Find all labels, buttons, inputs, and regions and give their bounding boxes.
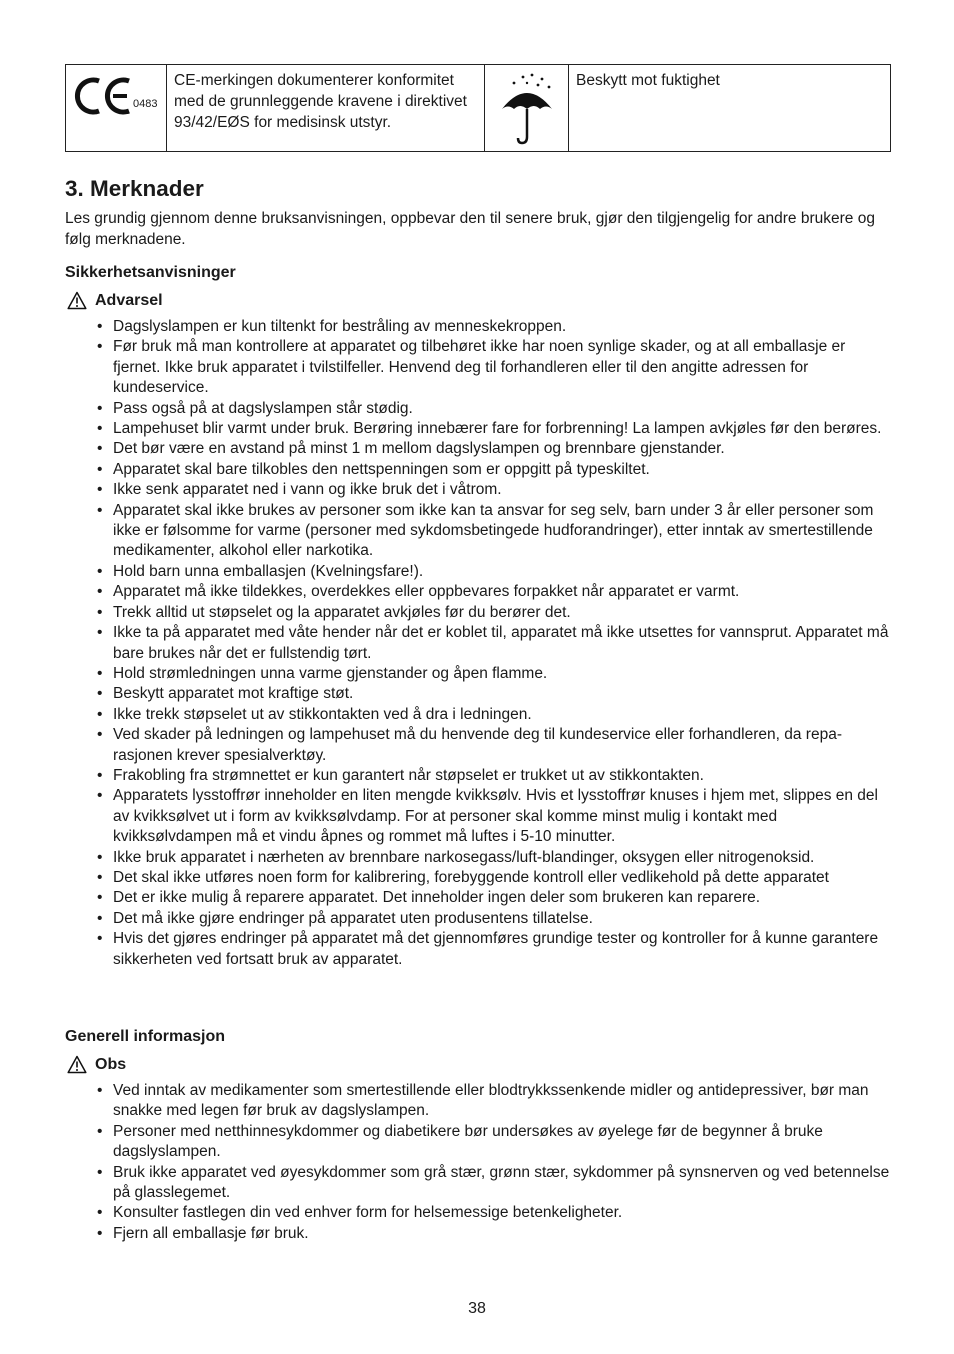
- list-item: • Fjern all emballasje før bruk.: [97, 1224, 892, 1244]
- list-item: • Det må ikke gjøre endringer på apparatet uten produsentens tillatelse.: [97, 909, 892, 929]
- list-item: • Det er ikke mulig å reparere apparatet. Det inneholder ingen deler som brukeren kan reparere.: [97, 888, 892, 908]
- list-item: • Apparatet skal ikke brukes av personer som ikke kan ta ansvar for seg selv, barn under 3 år eller personer som ikke er følsomme for varme (personer med sykdomsbetingede hudforandringer), etter inntak av smertestillende medikamenter, alkohol eller narkotika.: [97, 501, 892, 562]
- list-item: • Lampehuset blir varmt under bruk. Berøring innebærer fare for forbrenning! La lampen avkjøles før den berøres.: [97, 419, 892, 439]
- list-item: • Pass også på at dagslyslampen står stødig.: [97, 399, 892, 419]
- list-item: • Trekk alltid ut støpselet og la apparatet avkjøles før du berører det.: [97, 603, 892, 623]
- page-number: 38: [468, 1300, 486, 1317]
- list-item: • Før bruk må man kontrollere at apparatet og tilbehøret ikke har noen synlige skader, og at all emballasje er fjernet. Ikke bruk apparatet i tvilstilfeller. Henvend deg til forhandleren eller til den angitte adressen for kundeservice.: [97, 337, 892, 398]
- list-item: • Ikke bruk apparatet i nærheten av brennbare narkosegass/luft-blandinger, oksygen eller nitrogenoksid.: [97, 848, 892, 868]
- umbrella-rain-icon: [496, 69, 558, 145]
- section-intro: Les grundig gjennom denne bruksanvisningen, oppbevar den til senere bruk, gjør den tilgjengelig for andre brukere og følg merknadene.: [65, 210, 875, 248]
- list-item: • Personer med netthinnesykdommer og diabetikere bør undersøkes av øyelege før de begynner å bruke dagslyslampen.: [97, 1122, 892, 1163]
- warning-label: [67, 291, 163, 310]
- ce-number: 0483: [133, 98, 158, 110]
- safety-heading: Sikkerhetsanvisninger: [65, 264, 236, 281]
- list-item: • Det skal ikke utføres noen form for kalibrering, forebyggende kontroll eller vedlikehold på dette apparatet: [97, 868, 892, 888]
- list-item: • Ved inntak av medikamenter som smertestillende eller blodtrykkssenkende midler og antidepressiver, bør man snakke med legen før bruk av dagslyslampen.: [97, 1081, 892, 1122]
- ce-description: CE-merkingen dokumenterer konformitet med de grunnleggende kravene i direktivet 93/42/EØS for medisinsk utstyr.: [167, 65, 485, 152]
- list-item: • Konsulter fastlegen din ved enhver form for helsemessige betenkeligheter.: [97, 1203, 892, 1223]
- general-list: [97, 1081, 892, 1244]
- list-item: • Dagslyslampen er kun tiltenkt for bestråling av menneskekroppen.: [97, 317, 892, 337]
- note-label: [67, 1055, 126, 1074]
- list-item: • Det bør være en avstand på minst 1 m mellom dagslyslampen og brennbare gjenstander.: [97, 439, 892, 459]
- list-item: • Beskytt apparatet mot kraftige støt.: [97, 684, 892, 704]
- note-label-text: Obs: [95, 1055, 127, 1073]
- moisture-description: Beskytt mot fuktighet: [569, 65, 891, 152]
- section-title: 3. Merknader: [65, 176, 204, 201]
- list-item: • Hold strømledningen unna varme gjenstander og åpen flamme.: [97, 664, 892, 684]
- list-item: • Hvis det gjøres endringer på apparatet må det gjennomføres grundige tester og kontroller for å kunne garantere sikkerheten ved fortsatt bruk av apparatet.: [97, 929, 892, 970]
- symbol-table: [65, 64, 891, 152]
- list-item: • Ikke trekk støpselet ut av stikkontakten ved å dra i ledningen.: [97, 705, 892, 725]
- warning-triangle-icon: [67, 1055, 87, 1074]
- list-item: • Bruk ikke apparatet ved øyesykdommer som grå stær, grønn stær, sykdommer på synsnerven og ved betennelse på glasslegemet.: [97, 1163, 892, 1204]
- general-heading: Generell informasjon: [65, 1028, 226, 1045]
- list-item: • Hold barn unna emballasjen (Kvelningsfare!).: [97, 562, 892, 582]
- warning-label-text: Advarsel: [95, 291, 163, 309]
- list-item: • Apparatet må ikke tildekkes, overdekkes eller oppbevares forpakket når apparatet er varmt.: [97, 582, 892, 602]
- ce-mark-cell: [66, 65, 167, 152]
- list-item: • Ikke senk apparatet ned i vann og ikke bruk det i våtrom.: [97, 480, 892, 500]
- list-item: • Ikke ta på apparatet med våte hender når det er koblet til, apparatet må ikke utsettes for vannsprut. Apparatet må bare brukes når det er fullstendig tørt.: [97, 623, 892, 664]
- list-item: • Apparatet skal bare tilkobles den nettspenningen som er oppgitt på typeskiltet.: [97, 460, 892, 480]
- moisture-icon-cell: [485, 65, 569, 152]
- list-item: • Apparatets lysstoffrør inneholder en liten mengde kvikksølv. Hvis et lysstoffrør knuses i hjem met, slippes en del av kvikksølvet ut i form av kvikksølvdamp. For at personer skal komme minst mulig i kontakt med kvikksølvdampen må et vindu åpnes og rommet må luftes i 5-10 minutter.: [97, 786, 892, 847]
- warning-triangle-icon: [67, 291, 87, 310]
- safety-list: [97, 317, 892, 970]
- list-item: • Frakobling fra strømnettet er kun garantert når støpselet er trukket ut av stikkontakten.: [97, 766, 892, 786]
- list-item: • Ved skader på ledningen og lampehuset må du henvende deg til kundeservice eller forhandleren, da reparasjonen krever spesialverktøy.: [97, 725, 892, 766]
- ce-mark-icon: [73, 75, 133, 117]
